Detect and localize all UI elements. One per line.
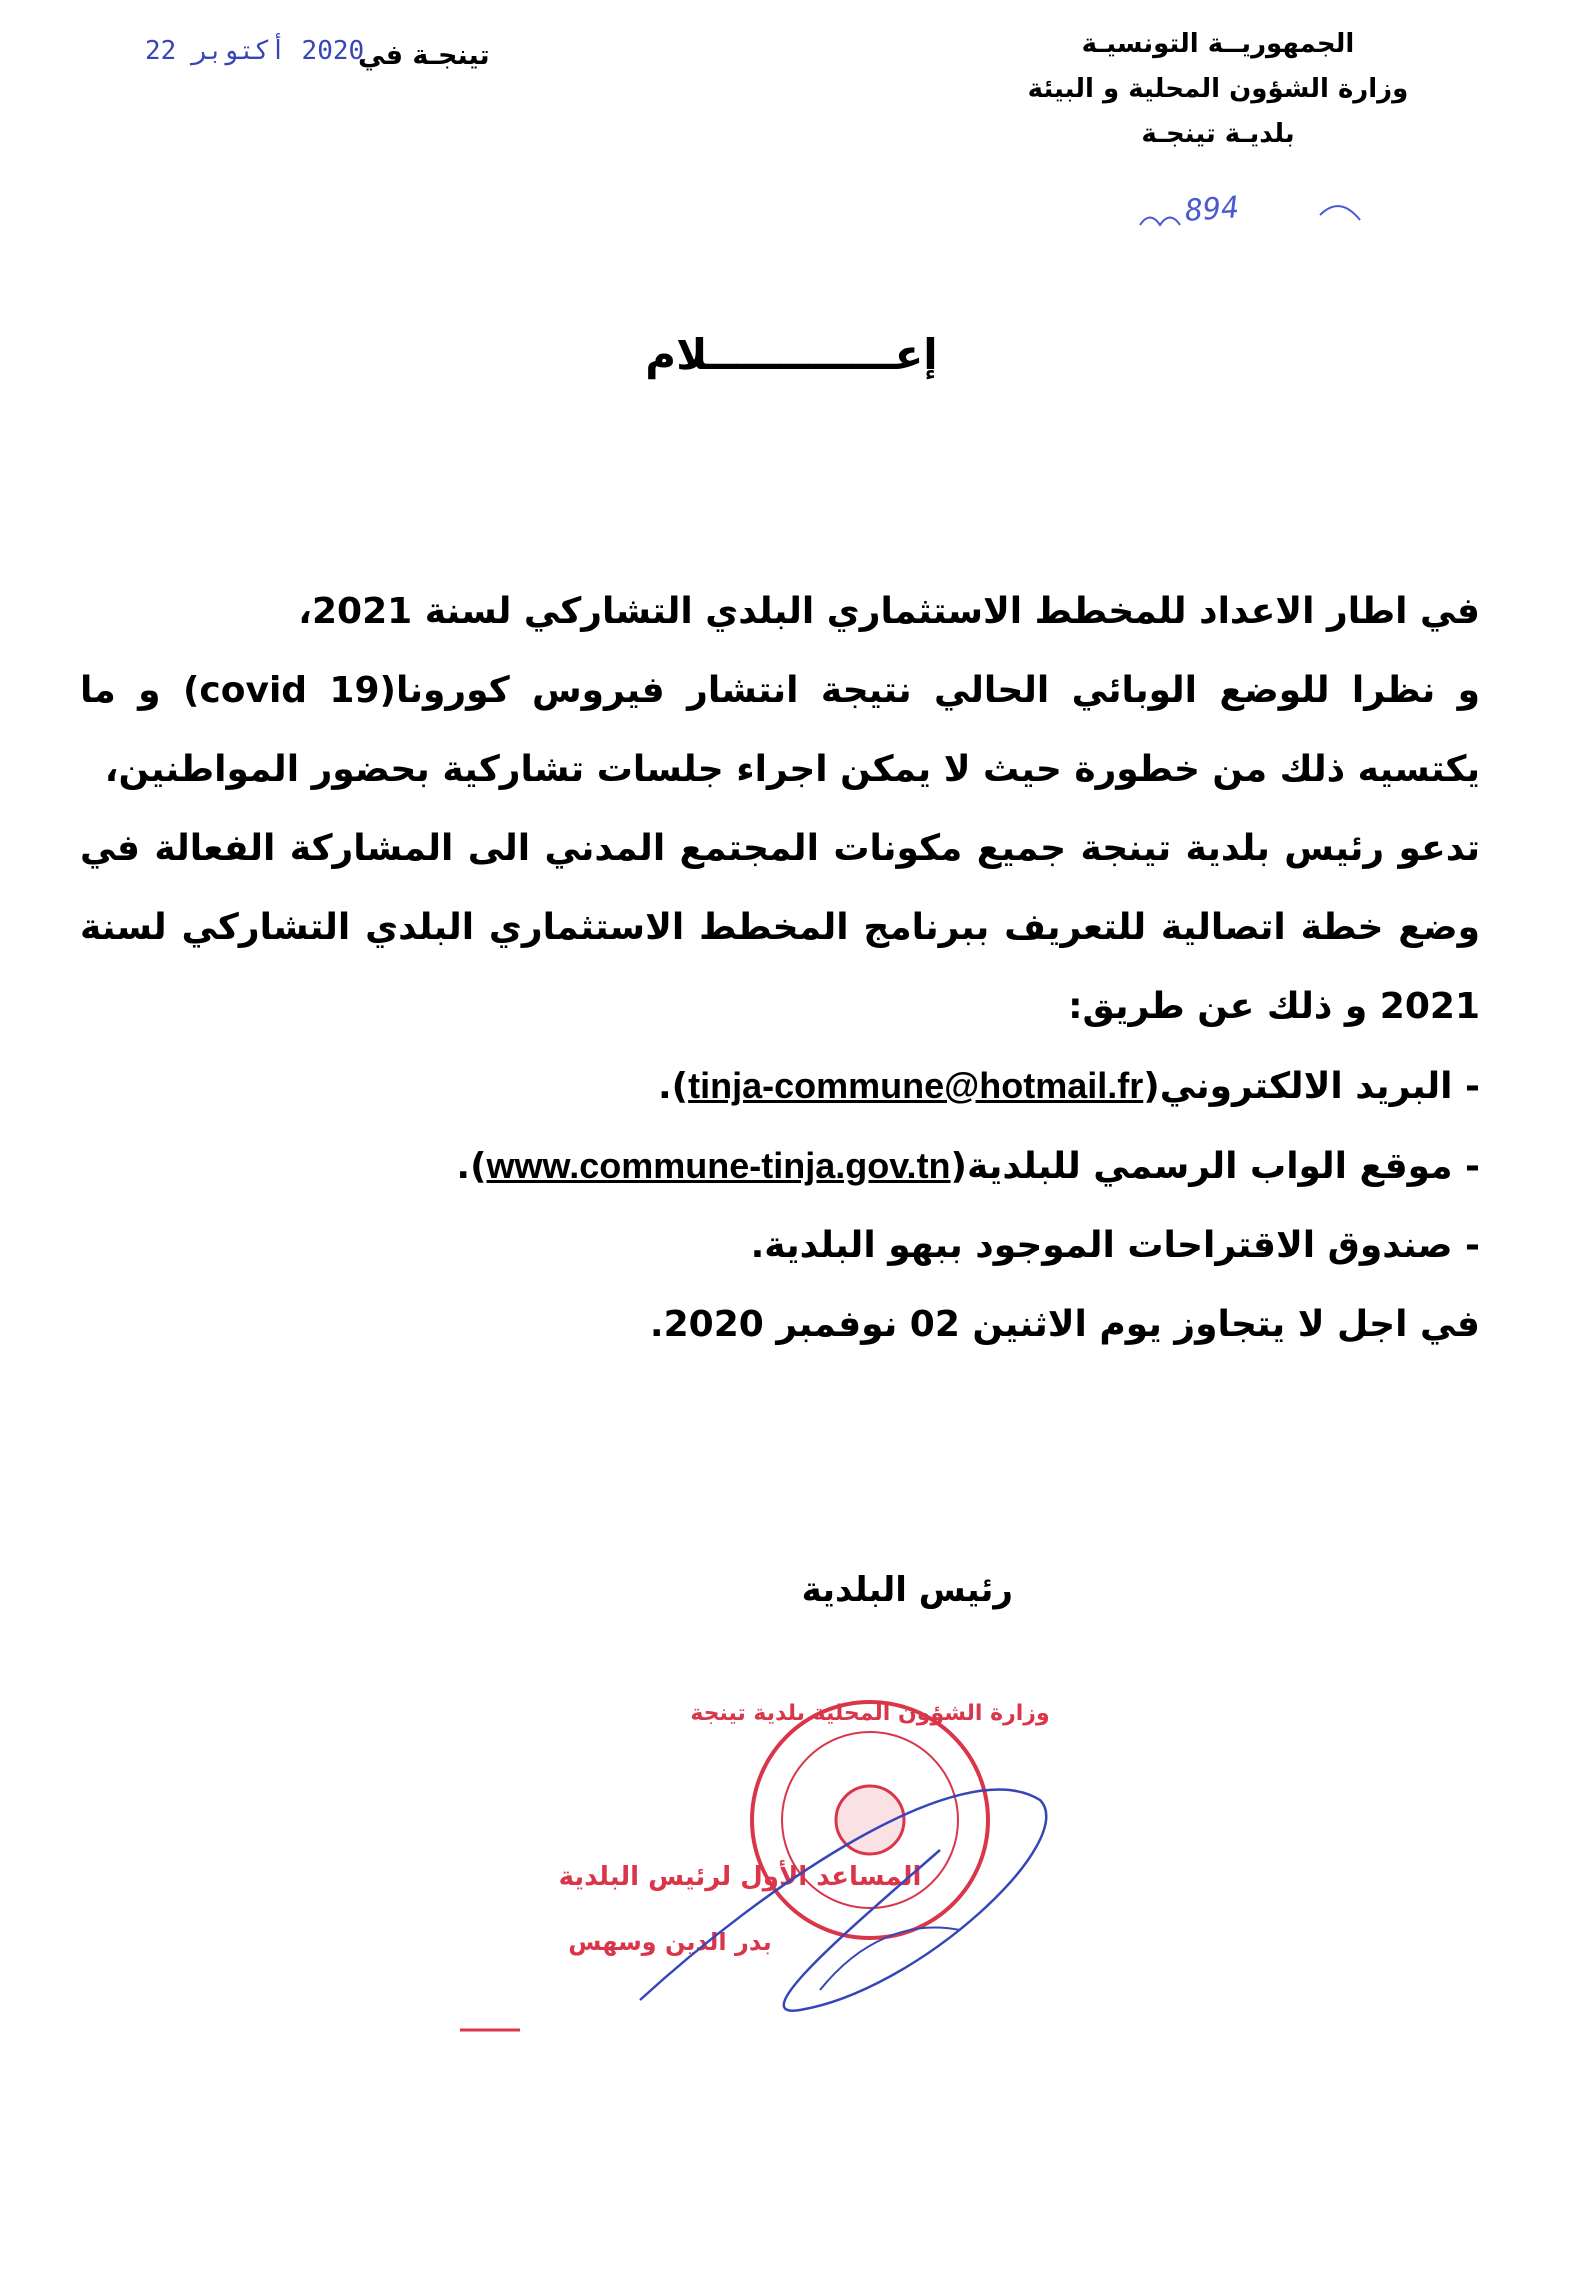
signatory-title: رئيس البلدية: [801, 1570, 1013, 1610]
channel-email: - البريد الالكتروني(tinja-commune@hotmail.fr).: [657, 1065, 1480, 1107]
ministry-name: وزارة الشؤون المحلية و البيئة: [1027, 74, 1409, 104]
letterhead: [958, 22, 1478, 157]
email-link[interactable]: tinja-commune@hotmail.fr: [688, 1065, 1144, 1106]
country-name: الجمهوريــة التونسيـة: [1081, 29, 1355, 59]
date-place-label: تينجـة في: [358, 40, 490, 71]
reference-number: 894: [1183, 190, 1241, 229]
website-link[interactable]: www.commune-tinja.gov.tn: [486, 1145, 951, 1186]
deadline-text: في اجل لا يتجاوز يوم الاثنين 02 نوفمبر 2020.: [649, 1304, 1480, 1345]
document-body: [80, 572, 1480, 1364]
stamp-deputy-text: المساعد الأول لرئيس البلدية: [558, 1862, 922, 1892]
official-stamp: [440, 1690, 1080, 2050]
stamp-name-text: بدر الدين وسهس: [568, 1928, 772, 1956]
date-stamp: 2020 أكتوبر 22: [145, 36, 365, 66]
paragraph-context: و نظرا للوضع الوبائي الحالي نتيجة انتشار فيروس كورونا(covid 19) و ما يكتسيه ذلك من خطورة حيث لا يمكن اجراء جلسات تشاركية بحضور المواطنين،: [80, 670, 1481, 790]
channel-website-label: - موقع الواب الرسمي للبلدية: [967, 1146, 1480, 1187]
channel-email-label: - البريد الالكتروني: [1159, 1066, 1480, 1107]
document-title: إعـــــــــــــلام: [645, 330, 938, 379]
channel-website: - موقع الواب الرسمي للبلدية(www.commune-tinja.gov.tn).: [456, 1145, 1480, 1187]
channel-suggestion-box: - صندوق الاقتراحات الموجود ببهو البلدية.: [750, 1225, 1480, 1266]
stamp-seal-text: وزارة الشؤون المحلية بلدية تينجة: [690, 1701, 1050, 1726]
paragraph-intro: في اطار الاعداد للمخطط الاستثماري البلدي التشاركي لسنة 2021،: [298, 591, 1480, 632]
reference-scribble: [1130, 185, 1380, 245]
municipality-name: بلديـة تينجـة: [1141, 119, 1295, 149]
paragraph-invitation: تدعو رئيس بلدية تينجة جميع مكونات المجتمع المدني الى المشاركة الفعالة في وضع خطة اتصالية للتعريف ببرنامج المخطط الاستثماري البلدي التشاركي لسنة 2021 و ذلك عن طريق:: [80, 828, 1480, 1027]
